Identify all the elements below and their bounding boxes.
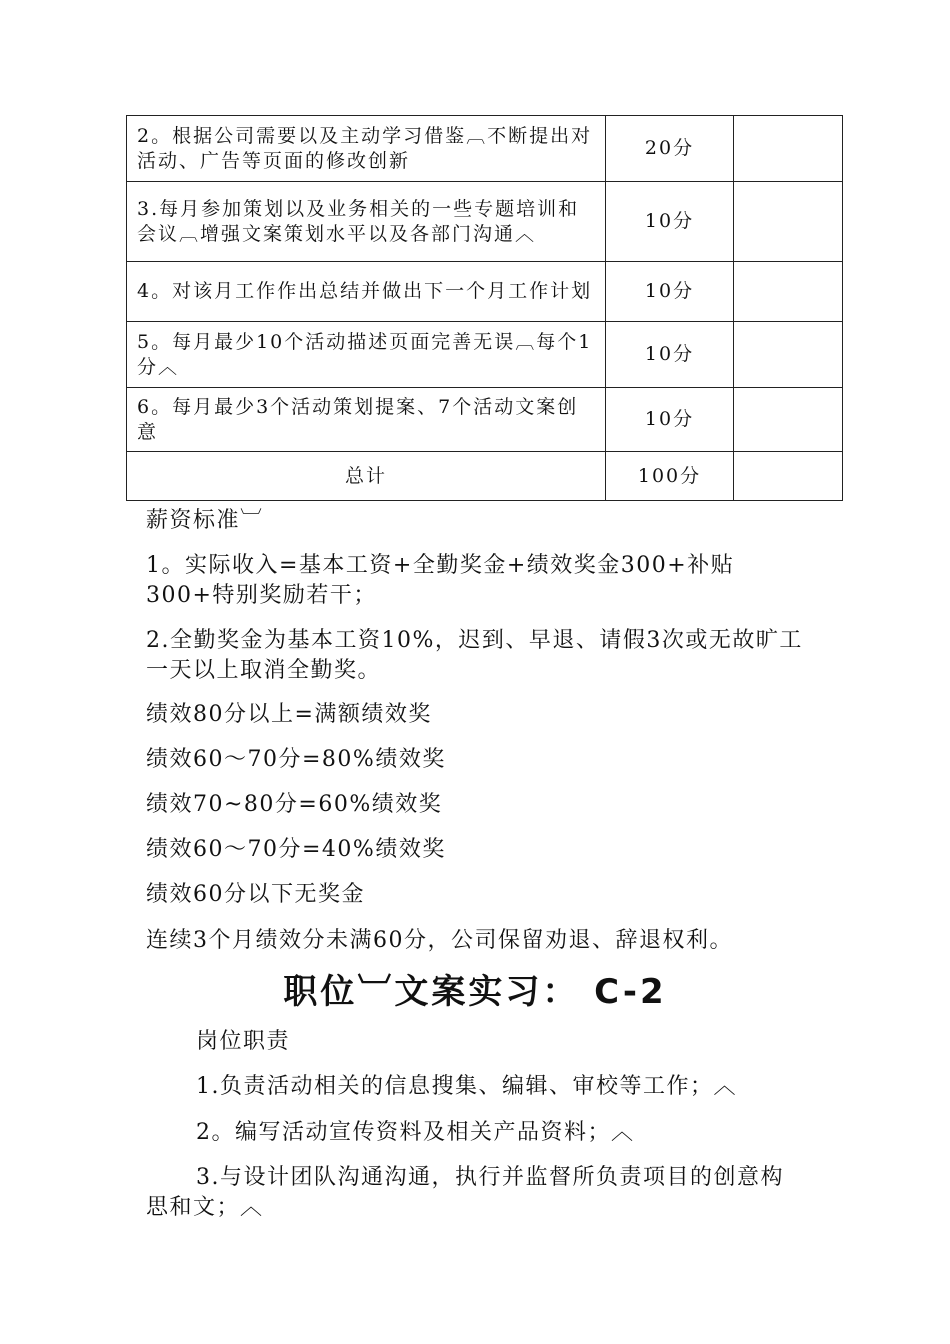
perf-line-5: 绩效60分以下无奖金 bbox=[146, 882, 365, 907]
score-table-body bbox=[127, 116, 843, 452]
table-row bbox=[127, 262, 843, 322]
row-description: 3.每月参加策划以及业务相关的一些专题培训和会议︹增强文案策划水平以及各部门沟通︿ bbox=[127, 182, 606, 262]
row-points: 10分 bbox=[606, 322, 734, 388]
duty-1: 1.负责活动相关的信息搜集、编辑、审校等工作；︿ bbox=[196, 1074, 737, 1099]
row-points: 10分 bbox=[606, 388, 734, 452]
row-blank-cell bbox=[734, 262, 843, 322]
row-points: 10分 bbox=[606, 262, 734, 322]
total-label: 总计 bbox=[127, 452, 606, 501]
duty-2: 2。编写活动宣传资料及相关产品资料；︿ bbox=[196, 1120, 635, 1145]
perf-line-4: 绩效60～70分=40%绩效奖 bbox=[146, 837, 446, 862]
row-blank-cell bbox=[734, 322, 843, 388]
duties-heading: 岗位职责 bbox=[196, 1029, 291, 1054]
salary-item-2: 2.全勤奖金为基本工资10%，迟到、早退、请假3次或无故旷工一天以上取消全勤奖。 bbox=[146, 628, 803, 683]
table-row bbox=[127, 322, 843, 388]
table-row bbox=[127, 116, 843, 182]
row-description: 2。根据公司需要以及主动学习借鉴︹不断提出对活动、广告等页面的修改创新 bbox=[127, 116, 606, 182]
row-description: 5。每月最少10个活动描述页面完善无误︹每个1分︿ bbox=[127, 322, 606, 388]
position-title: 职位︺文案实习： C-2 bbox=[283, 972, 667, 1012]
dismissal-rule: 连续3个月绩效分未满60分，公司保留劝退、辞退权利。 bbox=[146, 928, 733, 953]
total-row bbox=[127, 452, 843, 501]
salary-item-1: 1。实际收入=基本工资+全勤奖金+绩效奖金300+补贴300+特别奖励若干； bbox=[146, 553, 735, 608]
salary-heading: 薪资标准︺ bbox=[146, 508, 264, 533]
score-table bbox=[126, 115, 843, 501]
perf-line-2: 绩效60～70分=80%绩效奖 bbox=[146, 747, 446, 772]
row-description: 4。对该月工作作出总结并做出下一个月工作计划 bbox=[127, 262, 606, 322]
row-points: 20分 bbox=[606, 116, 734, 182]
total-points: 100分 bbox=[606, 452, 734, 501]
perf-line-3: 绩效70~80分=60%绩效奖 bbox=[146, 792, 443, 817]
row-description: 6。每月最少3个活动策划提案、7个活动文案创意 bbox=[127, 388, 606, 452]
perf-line-1: 绩效80分以上=满额绩效奖 bbox=[146, 702, 432, 727]
row-blank-cell bbox=[734, 182, 843, 262]
row-blank-cell bbox=[734, 116, 843, 182]
table-row bbox=[127, 182, 843, 262]
duty-3: 3.与设计团队沟通沟通，执行并监督所负责项目的创意构思和文；︿ bbox=[146, 1165, 784, 1220]
total-blank-cell bbox=[734, 452, 843, 501]
row-points: 10分 bbox=[606, 182, 734, 262]
row-blank-cell bbox=[734, 388, 843, 452]
table-row bbox=[127, 388, 843, 452]
